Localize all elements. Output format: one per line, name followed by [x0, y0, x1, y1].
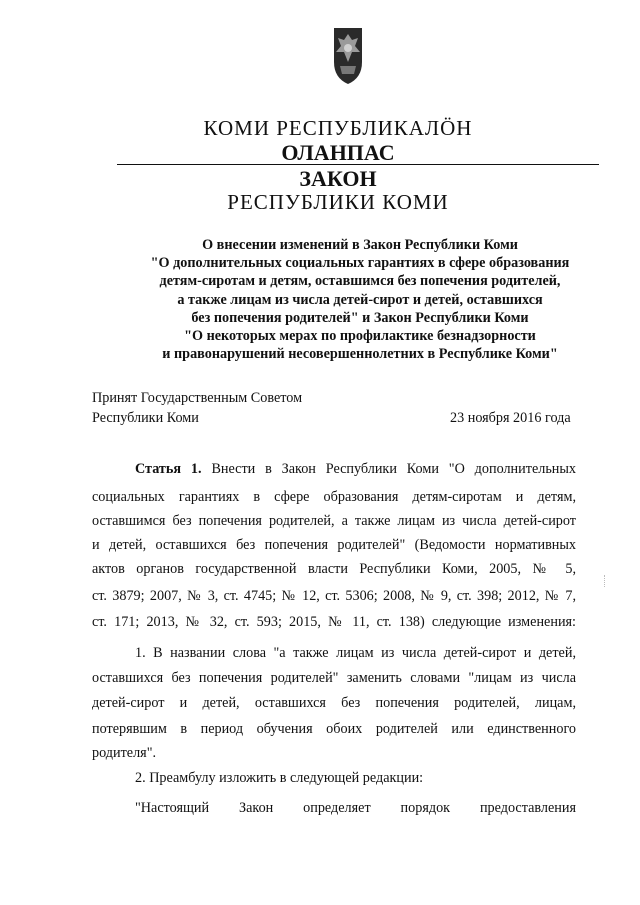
title-line: "О дополнительных социальных гарантиях в сфере образования: [150, 255, 570, 272]
title-line: а также лицам из числа детей-сирот и детей, оставшихся: [177, 291, 543, 308]
item2-line: 2. Преамбулу изложить в следующей редакции:: [135, 770, 424, 786]
title-line: детям-сиротам и детям, оставшимся без попечения родителей,: [159, 273, 561, 290]
scan-speck: [604, 575, 607, 587]
law-title: [80, 236, 640, 363]
item1-line: потерявшим в период обучения обоих родителей или единственного: [92, 721, 576, 737]
item1-line: детей-сирот и детей, оставшихся без попечения родителей, лицам,: [92, 695, 576, 711]
body-line: социальных гарантиях в сфере образования детям-сиротам и детям,: [92, 489, 576, 505]
body-line: актов органов государственной власти Республики Коми, 2005, № 5,: [92, 561, 576, 577]
title-line: О внесении изменений в Закон Республики Коми: [202, 237, 518, 253]
title-line: "О некоторых мерах по профилактике безнадзорности: [184, 328, 536, 345]
adopted-by-line2: Республики Коми: [92, 410, 199, 426]
title-line: и правонарушений несовершеннолетних в Республике Коми": [162, 346, 558, 363]
article-heading: Статья 1.: [135, 461, 202, 477]
article1-first-line: [135, 461, 576, 478]
title-line: без попечения родителей" и Закон Республики Коми: [191, 309, 529, 326]
item1-line: 1. В названии слова "а также лицам из числа детей-сирот и детей,: [135, 645, 576, 661]
adopted-by-line1: Принят Государственным Советом: [92, 390, 303, 406]
body-line: и детей, оставшихся без попечения родителей" (Ведомости нормативных: [92, 537, 576, 553]
header-divider: [117, 164, 599, 165]
item1-line: оставшихся без попечения родителей" заменить словами "лицам из числа: [92, 670, 576, 686]
body-line: ст. 171; 2013, № 32, ст. 593; 2015, № 11, ст. 138) следующие изменения:: [92, 614, 576, 630]
item1-line-last: родителя".: [92, 745, 157, 761]
body-line: оставшимся без попечения родителей, а также лицам из числа детей-сирот: [92, 513, 576, 529]
header-republic-komi: РЕСПУБЛИКИ КОМИ: [227, 190, 449, 214]
article1-first-line-text: Внести в Закон Республики Коми "О дополнительных: [211, 461, 577, 477]
quote-line: "Настоящий Закон определяет порядок предоставления: [135, 800, 576, 816]
header-zakon: ЗАКОН: [299, 166, 377, 191]
body-line: ст. 3879; 2007, № 3, ст. 4745; № 12, ст. 5306; 2008, № 9, ст. 398; 2012, № 7,: [92, 588, 576, 604]
header-olanpas: ОЛАНПАС: [281, 140, 395, 165]
header-komi-republic: КОМИ РЕСПУБЛИКАЛӦН: [203, 116, 473, 140]
coat-of-arms-icon: [328, 22, 368, 86]
adoption-date: 23 ноября 2016 года: [450, 410, 571, 426]
